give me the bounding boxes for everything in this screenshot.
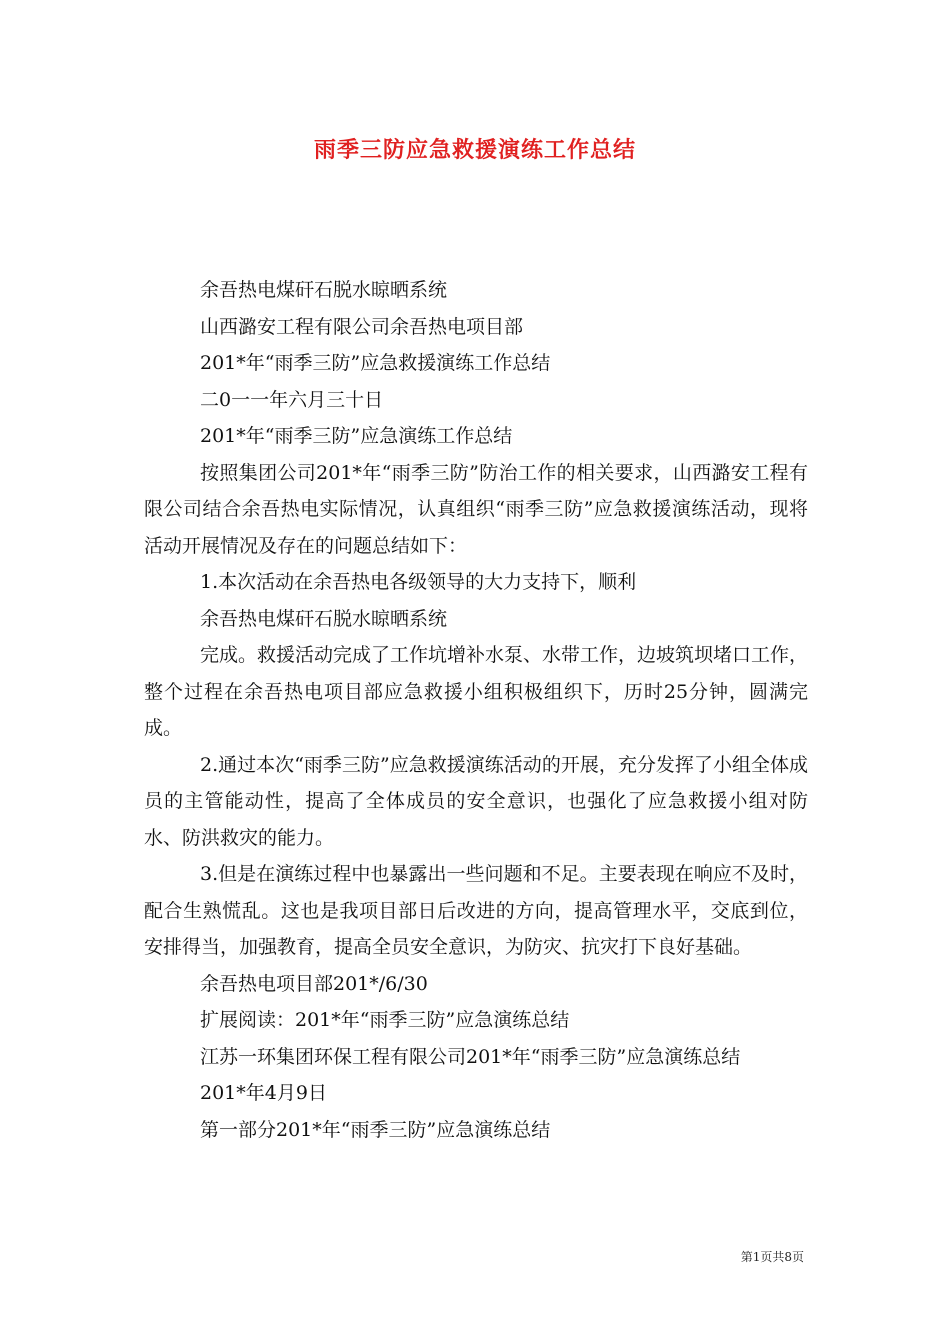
paragraph-item-1: 1.本次活动在余吾热电各级领导的大力支持下，顺利	[200, 571, 637, 593]
paragraph-signature: 余吾热电项目部201*/6/30	[200, 972, 428, 995]
paragraph-item-1-continued: 完成。救援活动完成了工作坑增补水泵、水带工作，边坡筑坝堵口工作，整个过程在余吾热电项目部应急救援小组积极组织下，历时25分钟，圆满完成。	[144, 644, 809, 739]
paragraph-project-name-repeat: 余吾热电煤矸石脱水晾晒系统	[200, 607, 448, 630]
paragraph-intro: 按照集团公司201*年“雨季三防”防治工作的相关要求，山西潞安工程有限公司结合余吾热电实际情况，认真组织“雨季三防”应急救援演练活动，现将活动开展情况及存在的问题总结如下：	[144, 461, 808, 557]
page-footer	[741, 1248, 804, 1265]
paragraph-company-name: 山西潞安工程有限公司余吾热电项目部	[200, 315, 524, 338]
document-title: 雨季三防应急救援演练工作总结	[313, 137, 636, 163]
paragraph-part-one: 第一部分201*年“雨季三防”应急演练总结	[200, 1118, 551, 1141]
paragraph-item-3: 3.但是在演练过程中也暴露出一些问题和不足。主要表现在响应不及时，配合生熟慌乱。这也是我项目部日后改进的方向，提高管理水平，交底到位，安排得当，加强教育，提高全员安全意识，为防灾、抗灾打下良好基础。	[144, 863, 808, 958]
paragraph-project-name: 余吾热电煤矸石脱水晾晒系统	[200, 279, 448, 301]
paragraph-second-title: 江苏一环集团环保工程有限公司201*年“雨季三防”应急演练总结	[200, 1045, 741, 1068]
paragraph-item-2: 2.通过本次“雨季三防”应急救援演练活动的开展，充分发挥了小组全体成员的主管能动性，提高了全体成员的安全意识，也强化了应急救援小组对防水、防洪救灾的能力。	[144, 753, 808, 849]
document-body	[144, 272, 808, 1148]
paragraph-report-title: 201*年“雨季三防”应急救援演练工作总结	[200, 352, 551, 374]
page-number: 第1页共8页	[740, 1250, 804, 1264]
paragraph-date: 二0一一年六月三十日	[200, 388, 384, 411]
paragraph-subtitle: 201*年“雨季三防”应急演练工作总结	[200, 425, 513, 447]
paragraph-second-date: 201*年4月9日	[200, 1082, 327, 1104]
paragraph-extended-reading: 扩展阅读：201*年“雨季三防”应急演练总结	[200, 1009, 570, 1031]
